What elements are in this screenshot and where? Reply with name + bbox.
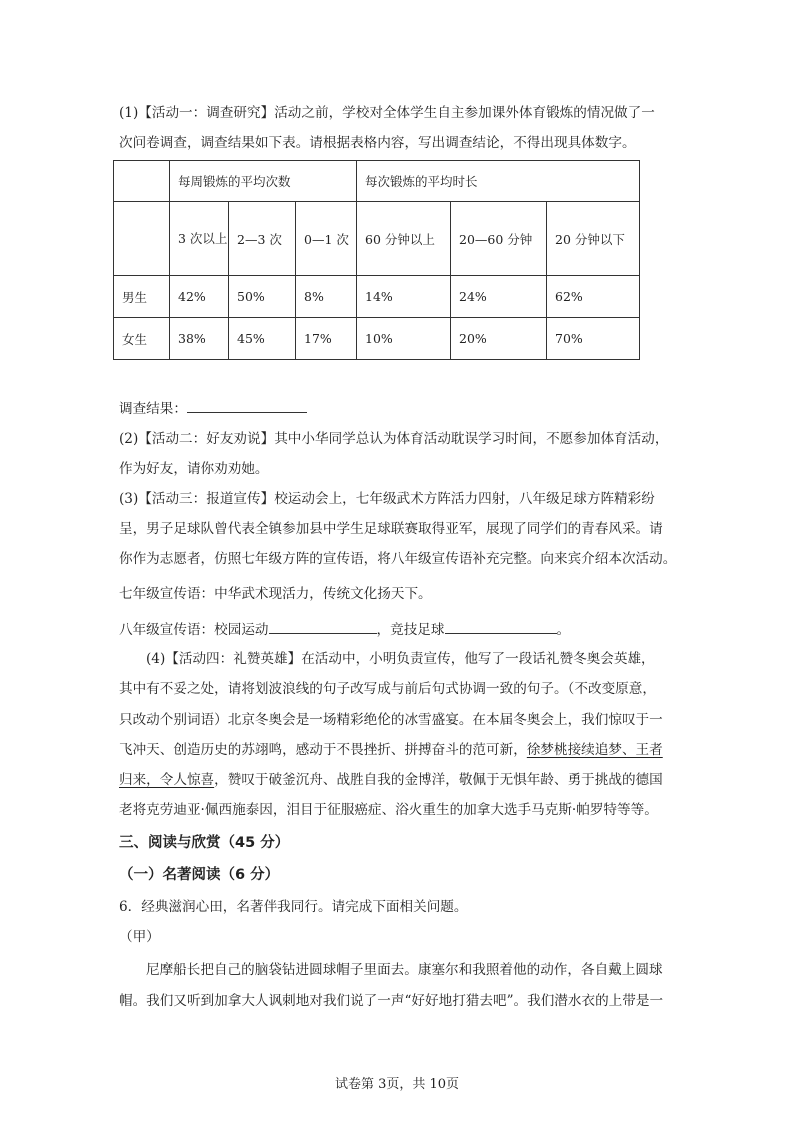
- passage-label: （甲）: [119, 929, 160, 945]
- header-duration: 每次锻炼的平均时长: [357, 161, 640, 202]
- header-frequency: 每周锻炼的平均次数: [170, 161, 357, 202]
- row-label: 女生: [114, 318, 170, 360]
- table-cell: 45%: [229, 318, 296, 360]
- q3-slogan-prefix: 八年级宣传语：校园运动: [119, 622, 269, 638]
- empty-cell: [114, 202, 170, 276]
- table-cell: 14%: [357, 276, 451, 318]
- q2-line2: 作为好友，请你劝劝她。: [119, 461, 269, 477]
- q4-line4: [119, 741, 679, 759]
- subheader-cell: 0—1 次: [296, 202, 357, 276]
- table-cell: 42%: [170, 276, 229, 318]
- table-cell: 24%: [451, 276, 547, 318]
- q4-line2: 其中有不妥之处，请将划波浪线的句子改写成与前后句式协调一致的句子。（不改变原意，: [119, 681, 656, 697]
- table-cell: 62%: [547, 276, 640, 318]
- q4-line6: 老将克劳迪亚·佩西施泰因，泪目于征服癌症、浴火重生的加拿大选手马克斯·帕罗特等等。: [119, 802, 658, 818]
- subsection-heading: （一）名著阅读（6 分）: [119, 867, 280, 883]
- passage-line1: 尼摩船长把自己的脑袋钻进圆球帽子里面去。康塞尔和我照着他的动作，各自戴上圆球: [146, 962, 663, 978]
- q3-line1: (3)【活动三：报道宣传】校运动会上，七年级武术方阵活力四射，八年级足球方阵精彩纷: [119, 491, 655, 507]
- q2-line1: (2)【活动二：好友劝说】其中小华同学总认为体育活动耽误学习时间，不愿参加体育活动，: [119, 431, 669, 447]
- wavy-underlined-sentence: 徐梦桃接续追梦、王者: [526, 742, 663, 758]
- table-cell: 70%: [547, 318, 640, 360]
- survey-table: [113, 160, 640, 360]
- table-cell: 38%: [170, 318, 229, 360]
- answer-blank[interactable]: [269, 619, 377, 634]
- row-label: 男生: [114, 276, 170, 318]
- q3-line3: 你作为志愿者，仿照七年级方阵的宣传语，将八年级宣传语补充完整。向来宾介绍本次活动。: [119, 551, 677, 567]
- section-heading: 三、阅读与欣赏（45 分）: [119, 835, 290, 851]
- answer-blank[interactable]: [187, 398, 307, 413]
- table-cell: 8%: [296, 276, 357, 318]
- table-cell: 17%: [296, 318, 357, 360]
- q6-stem: 6．经典滋润心田，名著伴我同行。请完成下面相关问题。: [119, 899, 468, 915]
- table-row: [114, 276, 640, 318]
- table-cell: 50%: [229, 276, 296, 318]
- table-cell: 10%: [357, 318, 451, 360]
- wavy-underlined-sentence: 归来，令人惊喜: [119, 772, 215, 788]
- q3-slogan-middle: ，竞技足球: [376, 622, 445, 638]
- q3-line2: 呈，男子足球队曾代表全镇参加县中学生足球联赛取得亚军，展现了同学们的青春风采。请: [119, 521, 663, 537]
- result-label: 调查结果：: [119, 401, 187, 417]
- q4-line3: 只改动个别词语）北京冬奥会是一场精彩绝伦的冰雪盛宴。在本届冬奥会上，我们惊叹于一: [119, 712, 663, 728]
- survey-result: [119, 398, 679, 418]
- q4-line5: [119, 771, 679, 789]
- subheader-cell: 60 分钟以上: [357, 202, 451, 276]
- q3-line5: [119, 619, 679, 639]
- q4-line1: (4)【活动四：礼赞英雄】在活动中，小明负责宣传，他写了一段话礼赞冬奥会英雄，: [146, 651, 655, 667]
- q4-line4-text: 飞冲天、创造历史的苏翊鸣，感动于不畏挫折、拼搏奋斗的范可新，: [119, 742, 527, 758]
- subheader-cell: 3 次以上: [170, 202, 229, 276]
- q1-line2: 次问卷调查，调查结果如下表。请根据表格内容，写出调查结论，不得出现具体数字。: [119, 135, 636, 151]
- table-cell: 20%: [451, 318, 547, 360]
- table-row: [114, 318, 640, 360]
- subheader-cell: 20 分钟以下: [547, 202, 640, 276]
- page-footer: 试卷第 3页，共 10页: [334, 1077, 460, 1092]
- q4-line5-text: ，赞叹于破釜沉舟、战胜自我的金博洋，敬佩于无惧年龄、勇于挑战的德国: [214, 772, 663, 788]
- answer-blank[interactable]: [445, 619, 557, 634]
- q3-line4: 七年级宣传语：中华武术现活力，传统文化扬天下。: [119, 586, 432, 602]
- corner-cell: [114, 161, 170, 202]
- subheader-cell: 20—60 分钟: [451, 202, 547, 276]
- passage-line2: 帽。我们又听到加拿大人讽刺地对我们说了一声“好好地打猎去吧”。我们潜水衣的上带是一: [119, 993, 664, 1009]
- subheader-cell: 2—3 次: [229, 202, 296, 276]
- q3-slogan-end: 。: [556, 622, 571, 638]
- q1-line1: (1)【活动一：调查研究】活动之前，学校对全体学生自主参加课外体育锻炼的情况做了一: [119, 105, 655, 121]
